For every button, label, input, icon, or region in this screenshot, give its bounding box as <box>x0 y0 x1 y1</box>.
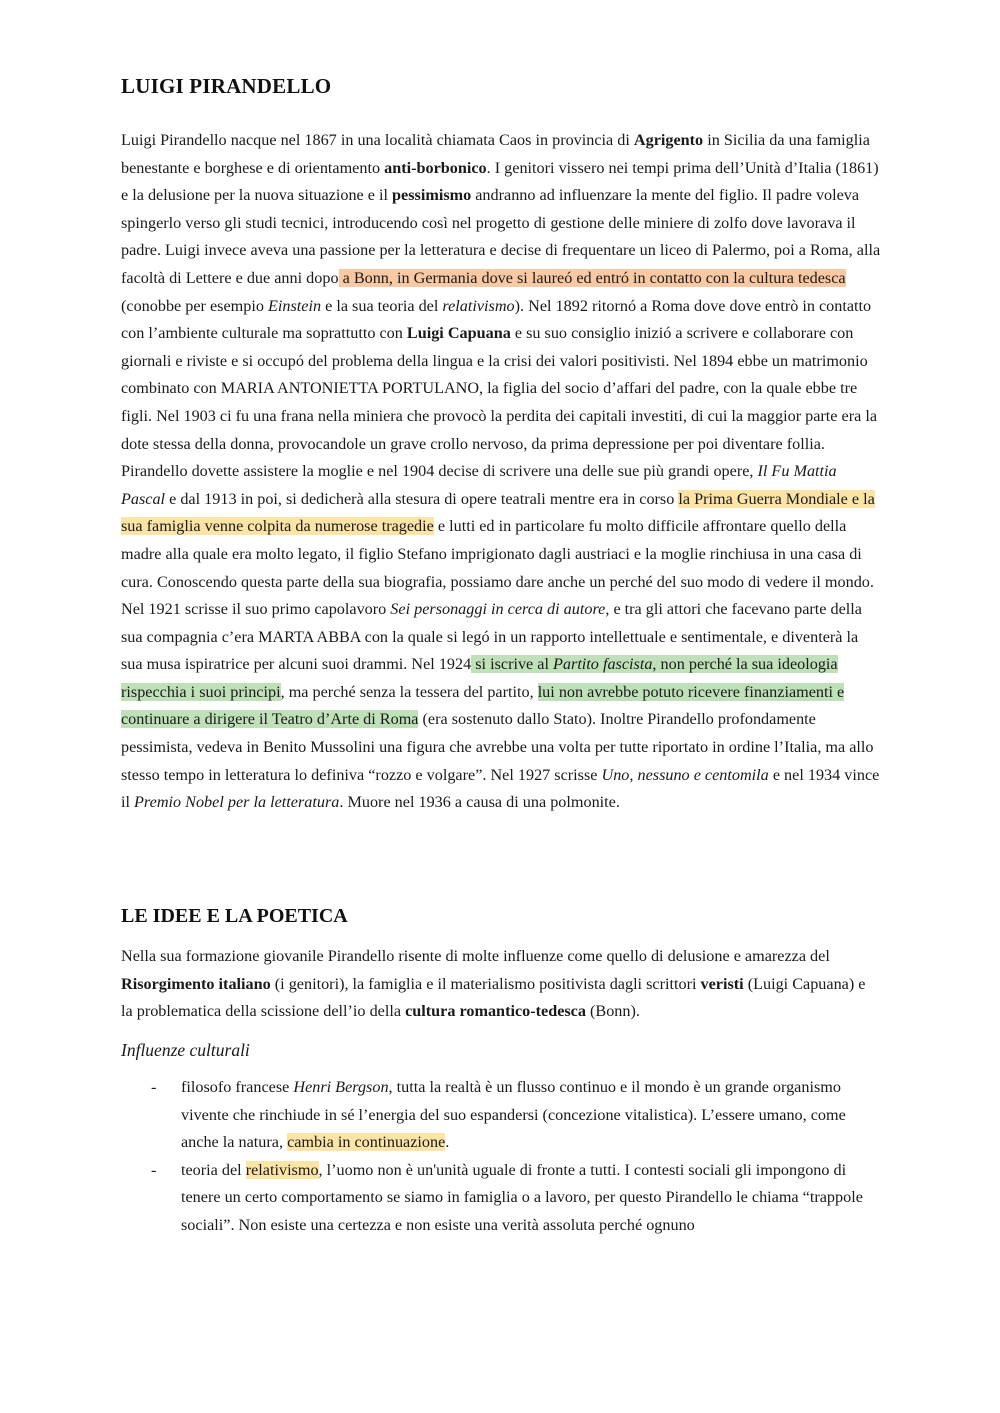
subheading-influenze: Influenze culturali <box>121 1040 250 1060</box>
bio-text: e lutti ed in particolare fu molto difficile affrontare quello della madre alla quale era molto legato, il figlio Stefano imprigionato dagli austriaci e la moglie rinchiusa in una casa di cura. Conoscendo questa parte della sua biografia, possiamo dare anche un perché del suo modo di vedere il mondo. Nel 1921 scrisse il suo primo capolavoro <box>121 517 874 619</box>
item-text: , tutta la realtà è un flusso continuo e il mondo è un grande organismo vivente che rinchiude in sé l’energia del suo espandersi (concezione vitalistica). L’essere umano, come anche la natura, <box>181 1078 846 1152</box>
italic-relativismo: relativismo <box>442 296 515 315</box>
italic-henri-bergson: Henri Bergson <box>293 1078 389 1096</box>
bio-text: in Sicilia da una famiglia benestante e borghese e di orientamento <box>121 131 870 177</box>
page-title: LUIGI PIRANDELLO <box>121 74 332 98</box>
item-text: , l’uomo non è un'unità uguale di fronte a tutti. I contesti sociali gli impongono di tenere un certo comportamento se siamo in famiglia o a lavoro, per questo Pirandello le chiama “trappole sociali”. Non esiste una certezza e non esiste una verità assoluta perché ognuno <box>181 1160 863 1234</box>
bio-text: . Muore nel 1936 a causa di una polmonite. <box>339 793 620 812</box>
bio-text: Luigi Pirandello nacque nel 1867 in una località chiamata Caos in provincia di <box>121 131 634 149</box>
influences-list <box>121 1074 881 1240</box>
italic-uno-nessuno-centomila: Uno, nessuno e centomila <box>601 765 769 784</box>
bold-agrigento: Agrigento <box>633 131 704 149</box>
bold-anti-borbonico: anti-borbonico <box>384 158 487 177</box>
italic-einstein: Einstein <box>267 296 322 315</box>
italic-partito-fascista: Partito fascista <box>553 655 653 674</box>
section-heading: LE IDEE E LA POETICA <box>121 905 348 927</box>
bold-veristi: veristi <box>700 974 744 993</box>
bio-text: (conobbe per esempio <box>121 296 268 315</box>
bio-text: andranno ad influenzare la mente del figlio. Il padre voleva spingerlo verso gli studi tecnici, introducendo così nel progetto di gestione delle miniere di zolfo dove lavorava il padre. Luigi invece aveva una passione per la letteratura e decise di frequentare un liceo di Palermo, poi a Roma, alla facoltà di Lettere e due anni dopo <box>121 186 881 287</box>
item-text: . <box>445 1133 450 1152</box>
bold-risorgimento: Risorgimento italiano <box>121 974 271 993</box>
bio-text: ). Nel 1892 ritornó a Roma dove dove entrò in contatto con l’ambiente culturale ma soprattutto con <box>121 296 872 343</box>
biography-paragraph <box>121 127 881 817</box>
italic-sei-personaggi: Sei personaggi in cerca di autore <box>390 600 606 619</box>
bio-text: , e tra gli attori che facevano parte della sua compagnia c’era MARTA ABBA con la quale si legó in un rapporto intellettuale e sentimentale, e diventerà la sua musa ispiratrice per alcuni suoi drammi. Nel 1924 <box>121 600 862 674</box>
item-text: filosofo francese <box>181 1078 294 1096</box>
bio-text: e su suo consiglio inizió a scrivere e collaborare con giornali e riviste e si occupó del problema della lingua e la crisi dei valori positivisti. Nel 1894 ebbe un matrimonio combinato con MARIA ANTONIETTA PORTULANO, la figlia del socio d’affari del padre, con la quale ebbe tre figli. Nel 1903 ci fu una frana nella miniera che provocò la perdita dei capitali investiti, di cui la maggior parte era la dote stessa della donna, provocandole un grave crollo nervoso, da prima depressione per poi diventare follia. Pirandello dovette assistere la moglie e nel 1904 decise di scrivere una delle sue più grandi opere, <box>121 324 878 481</box>
list-item <box>121 1074 881 1157</box>
intro-paragraph <box>121 943 881 1026</box>
highlight-relativismo: relativismo <box>245 1160 319 1179</box>
highlight-iscrive: si iscrive al <box>471 655 554 674</box>
bio-text: e dal 1913 in poi, si dedicherà alla stesura di opere teatrali mentre era in corso <box>165 489 679 508</box>
bio-text: e nel 1934 vince il <box>121 765 880 812</box>
highlight-finanziamenti: lui non avrebbe potuto ricevere finanziamenti e continuare a dirigere il Teatro d’Arte di Roma <box>121 682 845 729</box>
bold-pessimismo: pessimismo <box>392 186 472 205</box>
item-text: teoria del <box>181 1160 246 1179</box>
highlight-prima-guerra: la Prima Guerra Mondiale e la sua famiglia venne colpita da numerose tragedie <box>121 489 875 536</box>
bold-luigi-capuana: Luigi Capuana <box>406 324 511 343</box>
highlight-ideologia: , non perché la sua ideologia rispecchia i suoi principi <box>121 655 838 701</box>
list-item <box>121 1157 881 1240</box>
highlight-bonn: a Bonn, in Germania dove si laureó ed entró in contatto con la cultura tedesca <box>338 268 846 287</box>
list-dash: - <box>151 1160 157 1179</box>
italic-il-fu-mattia-pascal: Il Fu Mattia Pascal <box>121 462 837 508</box>
bio-text: . I genitori vissero nei tempi prima dell’Unità d’Italia (1861) e la delusione per la nuova situazione e il <box>121 158 879 205</box>
list-dash: - <box>151 1078 157 1096</box>
bold-cultura-romantico-tedesca: cultura romantico-tedesca <box>405 1002 586 1021</box>
bio-text: e la sua teoria del <box>321 296 443 315</box>
intro-text: Nella sua formazione giovanile Pirandello risente di molte influenze come quello di delusione e amarezza del <box>121 947 830 965</box>
intro-text: (i genitori), la famiglia e il materialismo positivista dagli scrittori <box>270 974 701 993</box>
bio-text: , ma perché senza la tessera del partito, <box>280 682 538 701</box>
intro-text: (Luigi Capuana) e la problematica della scissione dell’io della <box>121 974 866 1021</box>
highlight-cambia: cambia in continuazione <box>287 1133 446 1152</box>
italic-premio-nobel: Premio Nobel per la letteratura <box>134 793 340 812</box>
bio-text: (era sostenuto dallo Stato). Inoltre Pirandello profondamente pessimista, vedeva in Benito Mussolini una figura che avrebbe una volta per tutte riportato in ordine l’Italia, ma allo stesso tempo in letteratura lo definiva “rozzo e volgare”. Nel 1927 scrisse <box>121 710 874 784</box>
intro-text: (Bonn). <box>585 1002 640 1021</box>
